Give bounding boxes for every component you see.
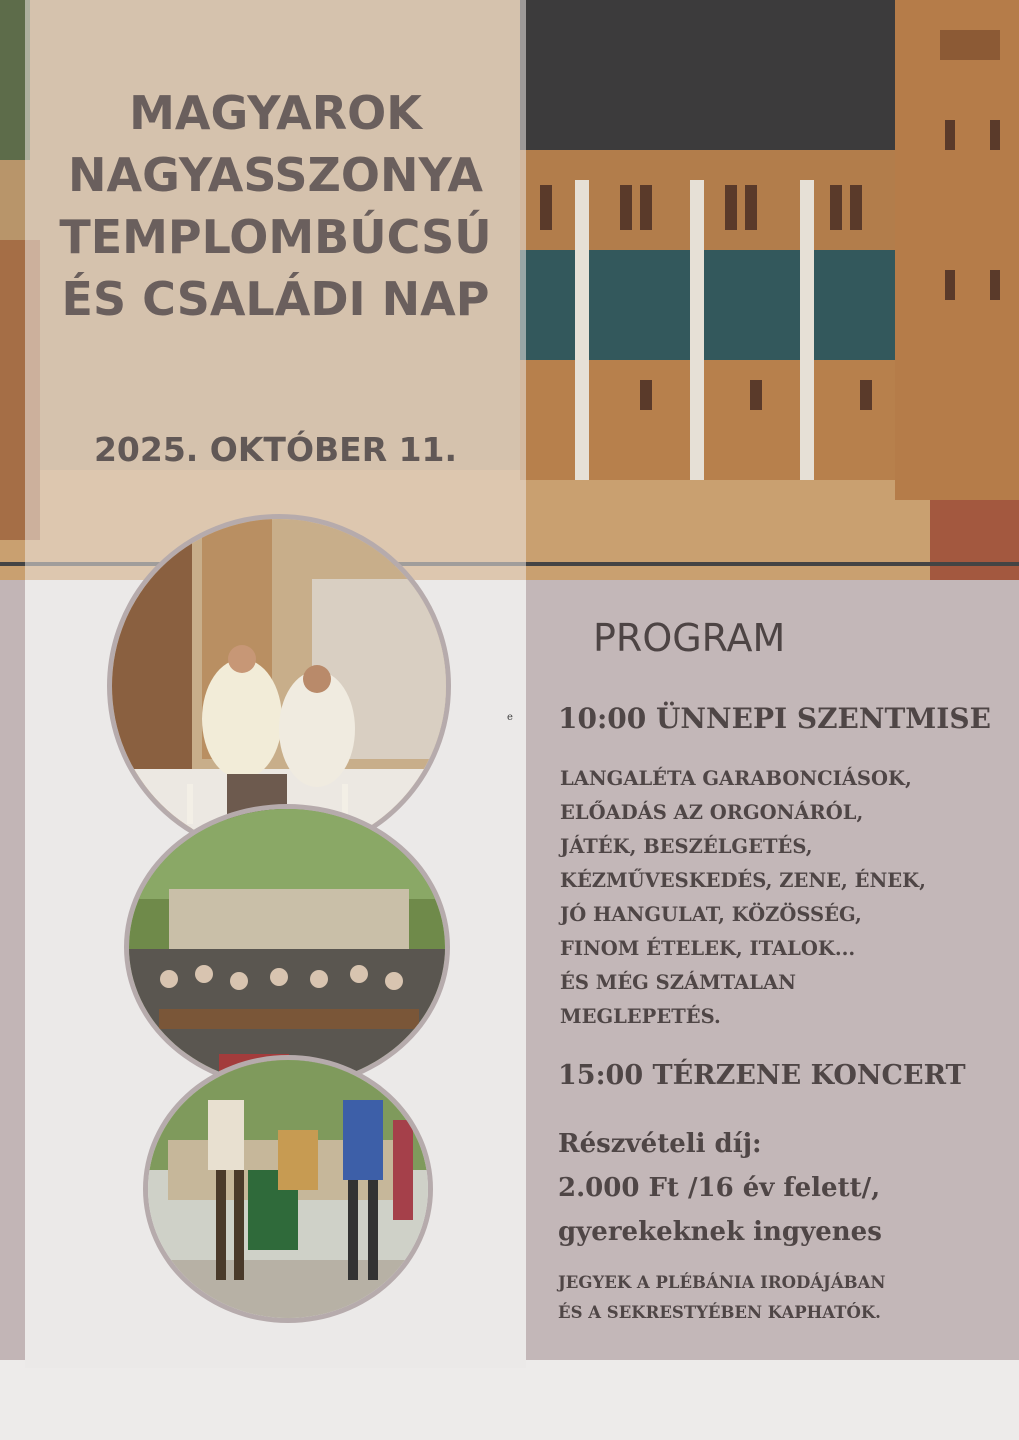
- ticket-line: ÉS A SEKRESTYÉBEN KAPHATÓK.: [558, 1303, 881, 1322]
- fee-line: Részvételi díj:: [558, 1129, 762, 1159]
- title-line: TEMPLOMBÚCSÚ: [59, 210, 492, 264]
- list-item: ELŐADÁS AZ ORGONÁRÓL,: [560, 801, 864, 824]
- event-date: 2025. OKTÓBER 11.: [93, 430, 458, 469]
- left-edge-strip: [0, 580, 25, 1360]
- concert-time: 15:00 TÉRZENE KONCERT: [558, 1060, 966, 1091]
- ticket-line: JEGYEK A PLÉBÁNIA IRODÁJÁBAN: [558, 1273, 886, 1292]
- title-line: MAGYAROK: [129, 86, 422, 140]
- stray-mark: e: [507, 712, 513, 723]
- list-item: KÉZMŰVESKEDÉS, ZENE, ÉNEK,: [560, 869, 926, 892]
- list-item: JÓ HANGULAT, KÖZÖSSÉG,: [560, 903, 862, 926]
- fee-line: 2.000 Ft /16 év felett/,: [558, 1173, 881, 1203]
- list-item: FINOM ÉTELEK, ITALOK...: [560, 937, 856, 960]
- community-photo: [124, 804, 450, 1090]
- title-line: ÉS CSALÁDI NAP: [61, 272, 490, 326]
- stilt-walkers-photo: [143, 1055, 433, 1323]
- program-heading: PROGRAM: [593, 616, 786, 660]
- list-item: JÁTÉK, BESZÉLGETÉS,: [560, 835, 813, 858]
- list-item: LANGALÉTA GARABONCIÁSOK,: [560, 767, 912, 790]
- list-item: ÉS MÉG SZÁMTALAN: [560, 971, 796, 994]
- participation-fee: [558, 1122, 882, 1254]
- fee-line: gyerekeknek ingyenes: [558, 1217, 882, 1247]
- mass-time: 10:00 ÜNNEPI SZENTMISE: [558, 702, 991, 735]
- title-line: NAGYASSZONYA: [67, 148, 483, 202]
- ticket-info: [558, 1268, 886, 1328]
- list-item: MEGLEPETÉS.: [560, 1005, 721, 1028]
- event-title: [25, 82, 526, 330]
- activities-list: [560, 762, 926, 1034]
